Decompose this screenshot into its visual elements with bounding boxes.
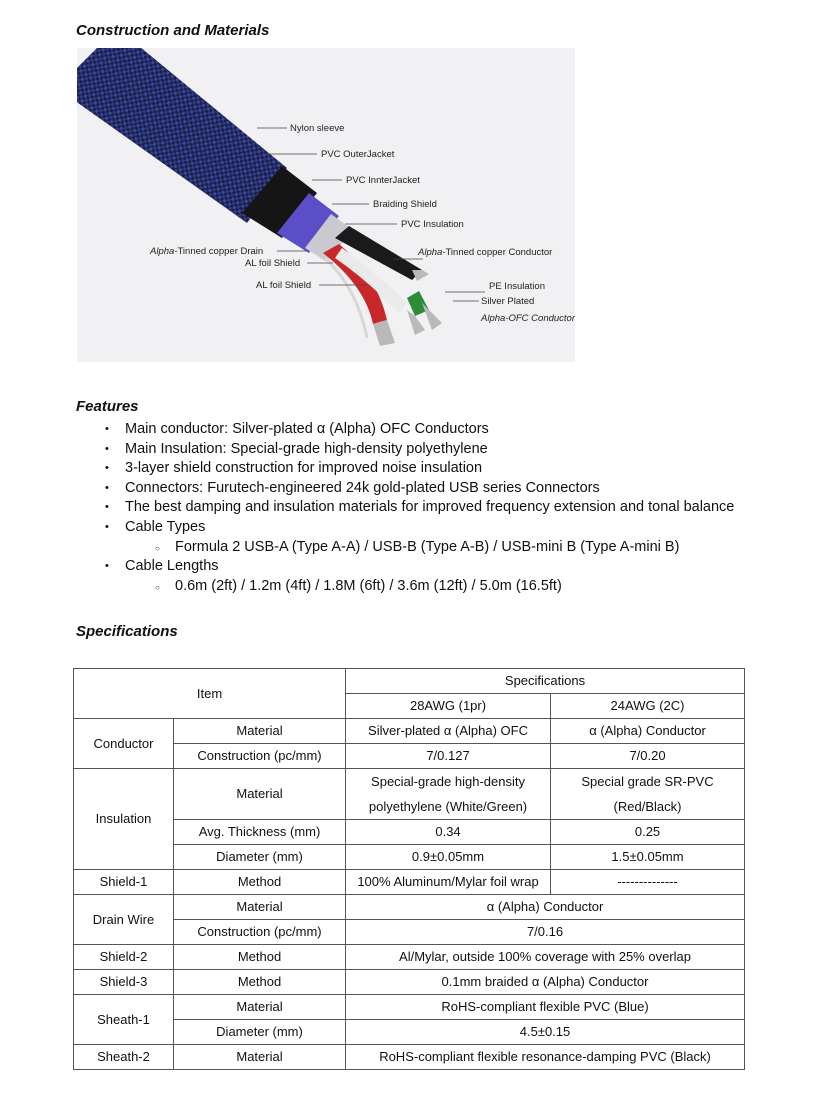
cable-lengths-sublist [125, 577, 734, 597]
label-conductor-suffix: -Tinned copper Conductor [442, 247, 553, 258]
cell-value: 100% Aluminum/Mylar foil wrap [346, 870, 551, 895]
label-ofc-conductor [480, 313, 575, 324]
row-label: Material [174, 1045, 346, 1070]
row-label: Method [174, 870, 346, 895]
label-ofc-suffix: -OFC Conductor [505, 313, 575, 324]
table-row [74, 920, 745, 945]
table-row [74, 820, 745, 845]
column-header-28awg: 28AWG (1pr) [346, 694, 551, 719]
row-label: Material [174, 719, 346, 744]
construction-heading: Construction and Materials [76, 22, 270, 39]
row-label: Construction (pc/mm) [174, 744, 346, 769]
cell-line: polyethylene (White/Green) [368, 799, 528, 814]
feature-item-cable-lengths [105, 557, 734, 596]
table-row [74, 769, 745, 820]
table-row [74, 845, 745, 870]
cell-value: 0.25 [551, 820, 745, 845]
cable-construction-figure [77, 48, 575, 362]
cell-value: 4.5±0.15 [346, 1020, 745, 1045]
cell-value: α (Alpha) Conductor [551, 719, 745, 744]
group-shield-2: Shield-2 [74, 945, 174, 970]
label-pvc-inner-jacket: PVC InnterJacket [346, 175, 420, 186]
row-label: Diameter (mm) [174, 845, 346, 870]
row-label: Material [174, 995, 346, 1020]
label-drain [149, 246, 263, 257]
cell-value: 7/0.127 [346, 744, 551, 769]
cell-line: Special-grade high-density [371, 774, 525, 789]
group-drain-wire: Drain Wire [74, 895, 174, 945]
label-pvc-outer-jacket: PVC OuterJacket [321, 149, 395, 160]
features-list [105, 420, 734, 596]
cell-value: Silver-plated α (Alpha) OFC [346, 719, 551, 744]
row-label: Diameter (mm) [174, 1020, 346, 1045]
label-drain-prefix: Alpha [150, 246, 175, 257]
cell-value: -------------- [551, 870, 745, 895]
cell-line: (Red/Black) [613, 799, 682, 814]
row-label: Construction (pc/mm) [174, 920, 346, 945]
specifications-header: Specifications [346, 669, 745, 694]
cable-type-item: ○ Formula 2 USB-A (Type A-A) / USB-B (Type A-B) / USB-mini B (Type A-mini B) [155, 538, 734, 558]
specifications-heading: Specifications [76, 623, 178, 640]
cell-value: 1.5±0.05mm [551, 845, 745, 870]
cable-illustration [77, 48, 575, 362]
cell-value [346, 769, 551, 820]
table-row [74, 895, 745, 920]
label-conductor [417, 247, 552, 258]
label-silver-plated: Silver Plated [481, 296, 535, 307]
row-label: Method [174, 945, 346, 970]
cell-value: RoHS-compliant flexible PVC (Blue) [346, 995, 745, 1020]
label-drain-suffix: -Tinned copper Drain [174, 246, 264, 257]
feature-item-cable-types [105, 518, 734, 557]
row-label: Method [174, 970, 346, 995]
label-pvc-insulation: PVC Insulation [401, 219, 464, 230]
nylon-sleeve-shape [77, 48, 287, 223]
label-braiding-shield: Braiding Shield [373, 199, 437, 210]
cell-value: 0.34 [346, 820, 551, 845]
group-shield-1: Shield-1 [74, 870, 174, 895]
table-row [74, 970, 745, 995]
cell-value [551, 769, 745, 820]
feature-item: • The best damping and insulation materials for improved frequency extension and tonal balance [105, 498, 734, 518]
cell-value: Al/Mylar, outside 100% coverage with 25% overlap [346, 945, 745, 970]
row-label: Material [174, 769, 346, 820]
feature-item: • Connectors: Furutech-engineered 24k gold-plated USB series Connectors [105, 479, 734, 499]
table-row [74, 1045, 745, 1070]
group-insulation: Insulation [74, 769, 174, 870]
cable-length-item: ○ 0.6m (2ft) / 1.2m (4ft) / 1.8M (6ft) / 3.6m (12ft) / 5.0m (16.5ft) [155, 577, 734, 597]
cell-value: 0.9±0.05mm [346, 845, 551, 870]
features-heading: Features [76, 398, 139, 415]
label-pe-insulation: PE Insulation [489, 281, 545, 292]
label-al-foil-shield-2: AL foil Shield [256, 280, 312, 291]
group-conductor: Conductor [74, 719, 174, 769]
cell-value: 7/0.20 [551, 744, 745, 769]
cell-value: α (Alpha) Conductor [346, 895, 745, 920]
group-shield-3: Shield-3 [74, 970, 174, 995]
group-sheath-2: Sheath-2 [74, 1045, 174, 1070]
cable-types-label: Cable Types [125, 518, 206, 535]
cell-line: Special grade SR-PVC [581, 774, 714, 789]
table-row [74, 995, 745, 1020]
table-row [74, 1020, 745, 1045]
feature-item: • Main Insulation: Special-grade high-density polyethylene [105, 440, 734, 460]
table-row [74, 719, 745, 744]
cable-lengths-label: Cable Lengths [125, 558, 219, 575]
column-header-24awg: 24AWG (2C) [551, 694, 745, 719]
specifications-table [73, 668, 745, 1070]
label-ofc-prefix: Alpha [481, 313, 506, 324]
cell-value: RoHS-compliant flexible resonance-damping PVC (Black) [346, 1045, 745, 1070]
feature-item: • 3-layer shield construction for improved noise insulation [105, 459, 734, 479]
table-row [74, 945, 745, 970]
label-nylon-sleeve: Nylon sleeve [290, 123, 345, 134]
label-conductor-prefix: Alpha [418, 247, 443, 258]
table-row [74, 870, 745, 895]
table-row [74, 744, 745, 769]
cell-value: 7/0.16 [346, 920, 745, 945]
cell-value: 0.1mm braided α (Alpha) Conductor [346, 970, 745, 995]
label-al-foil-shield-1: AL foil Shield [245, 258, 301, 269]
feature-item: • Main conductor: Silver-plated α (Alpha) OFC Conductors [105, 420, 734, 440]
row-label: Material [174, 895, 346, 920]
cable-types-sublist [125, 538, 734, 558]
group-sheath-1: Sheath-1 [74, 995, 174, 1045]
row-label: Avg. Thickness (mm) [174, 820, 346, 845]
item-header: Item [74, 669, 346, 719]
